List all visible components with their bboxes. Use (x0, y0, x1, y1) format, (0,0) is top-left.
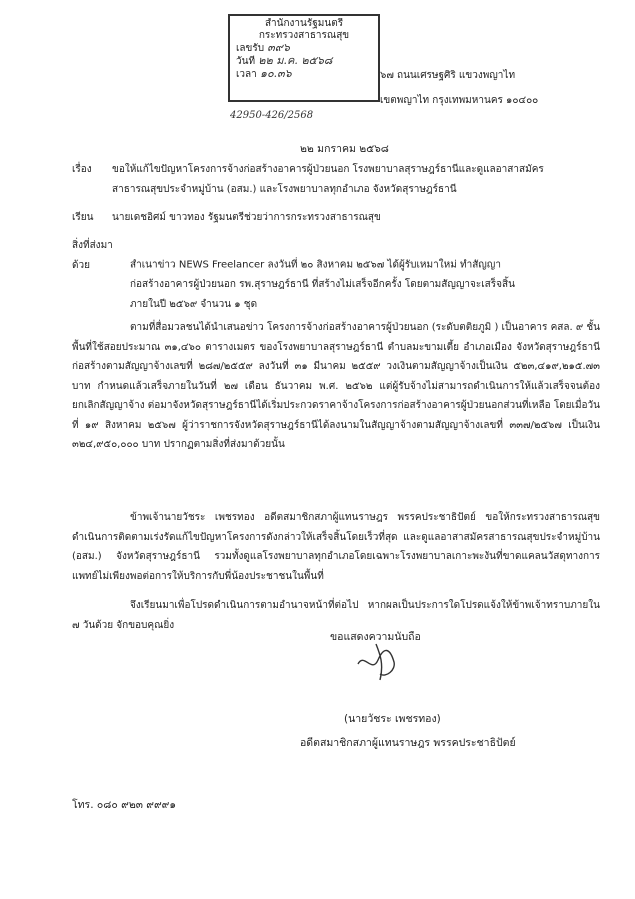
enclosure-line1: สำเนาข่าว NEWS Freelancer ลงวันที่ ๒๐ สิงหาคม ๒๕๖๗ ได้ผู้รับเหมาใหม่ ทำสัญญา (130, 259, 501, 271)
body-p2-text: ข้าพเจ้านายวัชระ เพชรทอง อดีตสมาชิกสภาผู้แทนราษฎร พรรคประชาธิปัตย์ ขอให้กระทรวงสาธารณสุขดำเนินการติดตามเร่งรัดแก้ไขปัญหาโครงการดังกล่าวให้เสร็จสิ้นโดยเร็วที่สุด และดูแลอาสาสมัครสาธารณสุขประจำหมู่บ้าน (อสม.) จังหวัดสุราษฎร์ธานี รวมทั้งดูแลโรงพยาบาลทุกอำเภอโดยเฉพาะโรงพยาบาลเกาะพะงันที่ขาดแคลนวัสดุทางการแพทย์ไม่เพียงพอต่อการให้บริการกับพี่น้องประชาชนในพื้นที่ (72, 512, 600, 582)
enclosure-label: สิ่งที่ส่งมาด้วย (72, 240, 113, 271)
stamp-date-value: ๒๒ ม.ค. ๒๕๖๘ (258, 55, 333, 67)
sender-address-line1: ๖๗ ถนนเศรษฐศิริ แขวงพญาไท (380, 70, 516, 81)
phone-number: โทร. ๐๘๐ ๙๒๓ ๙๙๙๑ (72, 799, 176, 811)
receipt-stamp (228, 14, 380, 102)
body-p3-text: จึงเรียนมาเพื่อโปรดดำเนินการตามอำนาจหน้าที่ต่อไป หากผลเป็นประการใดโปรดแจ้งให้ข้าพเจ้าทราบภายใน ๗ วันด้วย จักขอบคุณยิ่ง (72, 600, 600, 631)
addressee-label: เรียน (72, 212, 94, 223)
reference-number: 42950-426/2568 (230, 110, 314, 121)
closing-text: ขอแสดงความนับถือ (330, 631, 421, 643)
stamp-org-line2: กระทรวงสาธารณสุข (258, 30, 350, 41)
stamp-date-row (236, 55, 372, 68)
body-paragraph-1 (72, 318, 600, 455)
sender-address-line2: เขตพญาไท กรุงเทพมหานคร ๑๐๔๐๐ (380, 95, 539, 106)
body-paragraph-2 (72, 508, 600, 586)
stamp-org-line1: สำนักงานรัฐมนตรี (264, 18, 344, 29)
stamp-receipt-row (236, 42, 372, 55)
subject-line1: ขอให้แก้ไขปัญหาโครงการจ้างก่อสร้างอาคารผู้ป่วยนอก โรงพยาบาลสุราษฎร์ธานีและดูแลอาสาสมัคร (112, 164, 544, 175)
letter-date: ๒๒ มกราคม ๒๕๖๘ (300, 143, 389, 155)
sender-address (380, 63, 538, 113)
signer-name: (นายวัชระ เพชรทอง) (344, 713, 441, 725)
stamp-time-row (236, 68, 372, 81)
subject-block (72, 160, 600, 199)
stamp-time-label: เวลา (236, 69, 257, 80)
subject-line2: สาธารณสุขประจำหมู่บ้าน (อสม.) และโรงพยาบาลทุกอำเภอ จังหวัดสุราษฎร์ธานี (112, 183, 457, 195)
enclosure-block (72, 236, 600, 314)
handwritten-signature (350, 634, 410, 684)
addressee-block (72, 208, 600, 228)
signer-title: อดีตสมาชิกสภาผู้แทนราษฎร พรรคประชาธิปัตย์ (300, 737, 516, 749)
enclosure-line3: ภายในปี ๒๕๖๙ จำนวน ๑ ชุด (130, 298, 258, 310)
enclosure-line2: ก่อสร้างอาคารผู้ป่วยนอก รพ.สุราษฎร์ธานี ที่สร้างไม่เสร็จอีกครั้ง โดยตามสัญญาจะเสร็จสิ้น (130, 279, 515, 290)
body-p1-text: ตามที่สื่อมวลชนได้นำเสนอข่าว โครงการจ้างก่อสร้างอาคารผู้ป่วยนอก (ระดับตติยภูมิ ) เป็นอาคาร คสล. ๙ ชั้น พื้นที่ใช้สอยประมาณ ๓๑,๔๖๐ ตารางเมตร ของโรงพยาบาลสุราษฎร์ธานี ตำบลมะขามเตี้ย อำเภอเมือง จังหวัดสุราษฎร์ธานี ก่อสร้างตามสัญญาจ้างเลขที่ ๒๘๗/๒๕๕๙ ลงวันที่ ๓๑ มีนาคม ๒๕๕๙ วงเงินตามสัญญาจ้างเป็นเงิน ๕๒๓,๔๑๙,๒๑๕.๗๓ บาท กำหนดแล้วเสร็จภายในวันที่ ๒๗ เดือน ธันวาคม พ.ศ. ๒๕๖๒ แต่ผู้รับจ้างไม่สามารถดำเนินการให้แล้วเสร็จจนต้องยกเลิกสัญญาจ้าง ต่อมาจังหวัดสุราษฎร์ธานีได้เริ่มประกวดราคาจ้างโครงการก่อสร้างอาคารผู้ป่วยนอกส่วนที่เหลือ โดยเมื่อวันที่ ๑๙ สิงหาคม ๒๕๖๗ ผู้ว่าราชการจังหวัดสุราษฎร์ธานีได้ลงนามในสัญญาจ้างตามสัญญาจ้างเลขที่ ๓๓๗/๒๕๖๗ เป็นเงิน ๓๒๔,๙๕๐,๐๐๐ บาท ปรากฏตามสิ่งที่ส่งมาด้วยนั้น (72, 322, 601, 450)
stamp-time-value: ๑๐.๓๖ (259, 68, 292, 80)
stamp-receipt-label: เลขรับ (236, 43, 265, 54)
subject-label: เรื่อง (72, 164, 92, 175)
stamp-receipt-value: ๓๙๖ (267, 42, 290, 54)
stamp-date-label: วันที่ (236, 56, 256, 67)
addressee-text: นายเดชอิศม์ ขาวทอง รัฐมนตรีช่วยว่าการกระทรวงสาธารณสุข (112, 212, 381, 223)
